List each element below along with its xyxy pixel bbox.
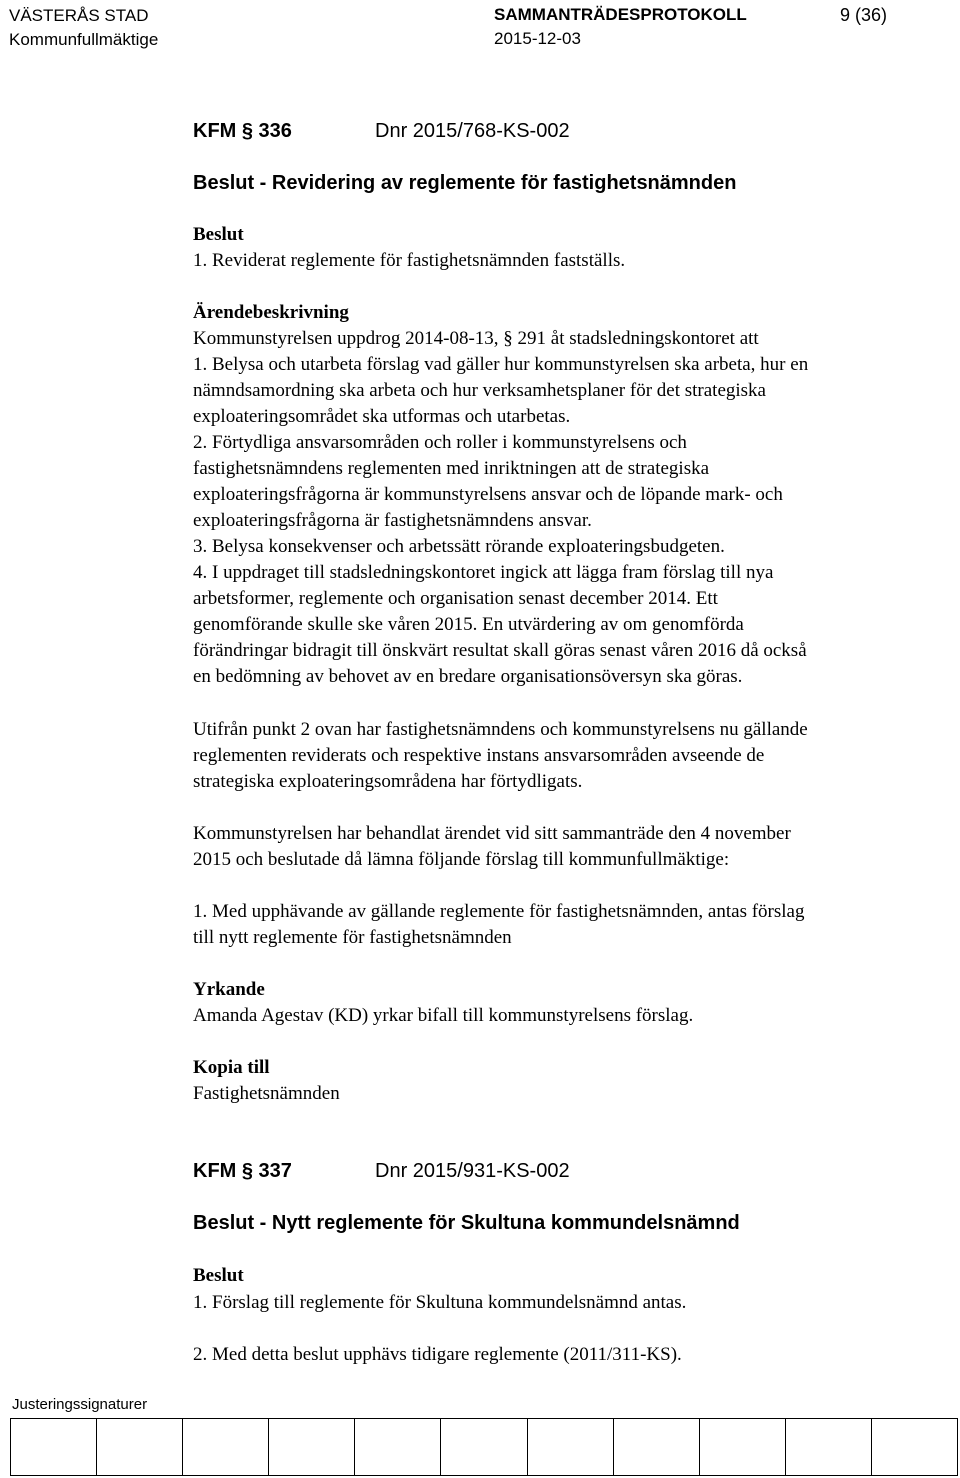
item-title: Beslut - Nytt reglemente för Skultuna kommundelsnämnd: [193, 1212, 740, 1234]
text-line: 1. Belysa och utarbeta förslag vad gäller hur kommunstyrelsen ska arbeta, hur en: [193, 354, 809, 375]
text-line: Kommunstyrelsen uppdrog 2014-08-13, § 291 åt stadsledningskontoret att: [193, 328, 759, 349]
text-line: 3. Belysa konsekvenser och arbetssätt rörande exploateringsbudgeten.: [193, 536, 725, 557]
item-number: KFM § 337: [193, 1160, 292, 1182]
text-line: fastighetsnämndens reglementen med inriktningen att de strategiska: [193, 458, 710, 479]
signature-cell: [183, 1419, 269, 1475]
text-line: exploateringsfrågorna är kommunstyrelsens ansvar och de löpande mark- och: [193, 484, 783, 505]
signature-cell: [700, 1419, 786, 1475]
yrkande-text: [193, 1003, 693, 1029]
item-number: KFM § 336: [193, 120, 292, 142]
text-line: Fastighetsnämnden: [193, 1083, 340, 1104]
signature-cell: [441, 1419, 527, 1475]
text-line: 4. I uppdraget till stadsledningskontoret ingick att lägga fram förslag till nya: [193, 562, 774, 583]
text-line: exploateringsområdet ska utformas och utarbetas.: [193, 406, 571, 427]
signature-cell: [355, 1419, 441, 1475]
text-line: en bedömning av behovet av en bredare organisationsöversyn ska göras.: [193, 666, 743, 687]
text-line: exploateringsfrågorna är fastighetsnämndens ansvar.: [193, 510, 592, 531]
text-line: 1. Förslag till reglemente för Skultuna kommundelsnämnd antas.: [193, 1292, 687, 1313]
signature-cell: [614, 1419, 700, 1475]
page-number: 9 (36): [840, 5, 888, 25]
arende-heading: Ärendebeskrivning: [193, 302, 349, 323]
text-line: reglementen reviderats och respektive instans ansvarsområden avseende de: [193, 745, 765, 766]
ks-paragraph: [193, 821, 791, 873]
signature-cell: [269, 1419, 355, 1475]
text-line: 2015 och beslutade då lämna följande förslag till kommunfullmäktige:: [193, 849, 730, 870]
text-line: arbetsformer, reglemente och organisation senast december 2014. Ett: [193, 588, 718, 609]
meeting-date: 2015-12-03: [494, 29, 581, 48]
text-line: till nytt reglemente för fastighetsnämnden: [193, 927, 512, 948]
signature-cell: [528, 1419, 614, 1475]
item-dnr: Dnr 2015/768-KS-002: [375, 120, 570, 142]
text-line: förändringar bidragit till önskvärt resultat skall göras senast våren 2016 då också: [193, 640, 807, 661]
beslut-text: [193, 1342, 682, 1368]
item-title: Beslut - Revidering av reglemente för fastighetsnämnden: [193, 172, 737, 194]
body-name: Kommunfullmäktige: [9, 30, 159, 49]
signature-cell: [11, 1419, 97, 1475]
beslut-heading: Beslut: [193, 224, 244, 245]
text-line: 2. Förtydliga ansvarsområden och roller i kommunstyrelsens och: [193, 432, 687, 453]
signature-table: [10, 1418, 958, 1476]
signature-cell: [872, 1419, 957, 1475]
forslag-paragraph: [193, 899, 804, 951]
item-dnr: Dnr 2015/931-KS-002: [375, 1160, 570, 1182]
beslut-heading: Beslut: [193, 1265, 244, 1286]
signature-cell: [97, 1419, 183, 1475]
beslut-text: [193, 1290, 686, 1316]
org-name: VÄSTERÅS STAD: [9, 6, 149, 25]
beslut-text: [193, 248, 625, 274]
arende-text: [193, 326, 808, 690]
text-line: 1. Reviderat reglemente för fastighetsnämnden fastställs.: [193, 250, 626, 271]
kopia-heading: Kopia till: [193, 1057, 270, 1078]
text-line: Utifrån punkt 2 ovan har fastighetsnämndens och kommunstyrelsens nu gällande: [193, 719, 808, 740]
page-header-left: [9, 4, 158, 52]
kopia-text: [193, 1081, 340, 1107]
text-line: Amanda Agestav (KD) yrkar bifall till kommunstyrelsens förslag.: [193, 1005, 694, 1026]
signature-cell: [786, 1419, 872, 1475]
page-header-center: [494, 3, 747, 51]
text-line: 1. Med upphävande av gällande reglemente för fastighetsnämnden, antas förslag: [193, 901, 805, 922]
text-line: genomförande skulle ske våren 2015. En utvärdering av om genomförda: [193, 614, 744, 635]
text-line: nämndsamordning ska arbeta och hur verksamhetsplaner för det strategiska: [193, 380, 766, 401]
signatures-label: Justeringssignaturer: [12, 1396, 148, 1413]
text-line: strategiska exploateringsområdena har förtydligats.: [193, 771, 583, 792]
text-line: Kommunstyrelsen har behandlat ärendet vid sitt sammanträde den 4 november: [193, 823, 791, 844]
yrkande-heading: Yrkande: [193, 979, 265, 1000]
utifran-paragraph: [193, 717, 808, 795]
text-line: 2. Med detta beslut upphävs tidigare reglemente (2011/311-KS).: [193, 1344, 682, 1365]
doc-type: SAMMANTRÄDESPROTOKOLL: [494, 5, 747, 24]
